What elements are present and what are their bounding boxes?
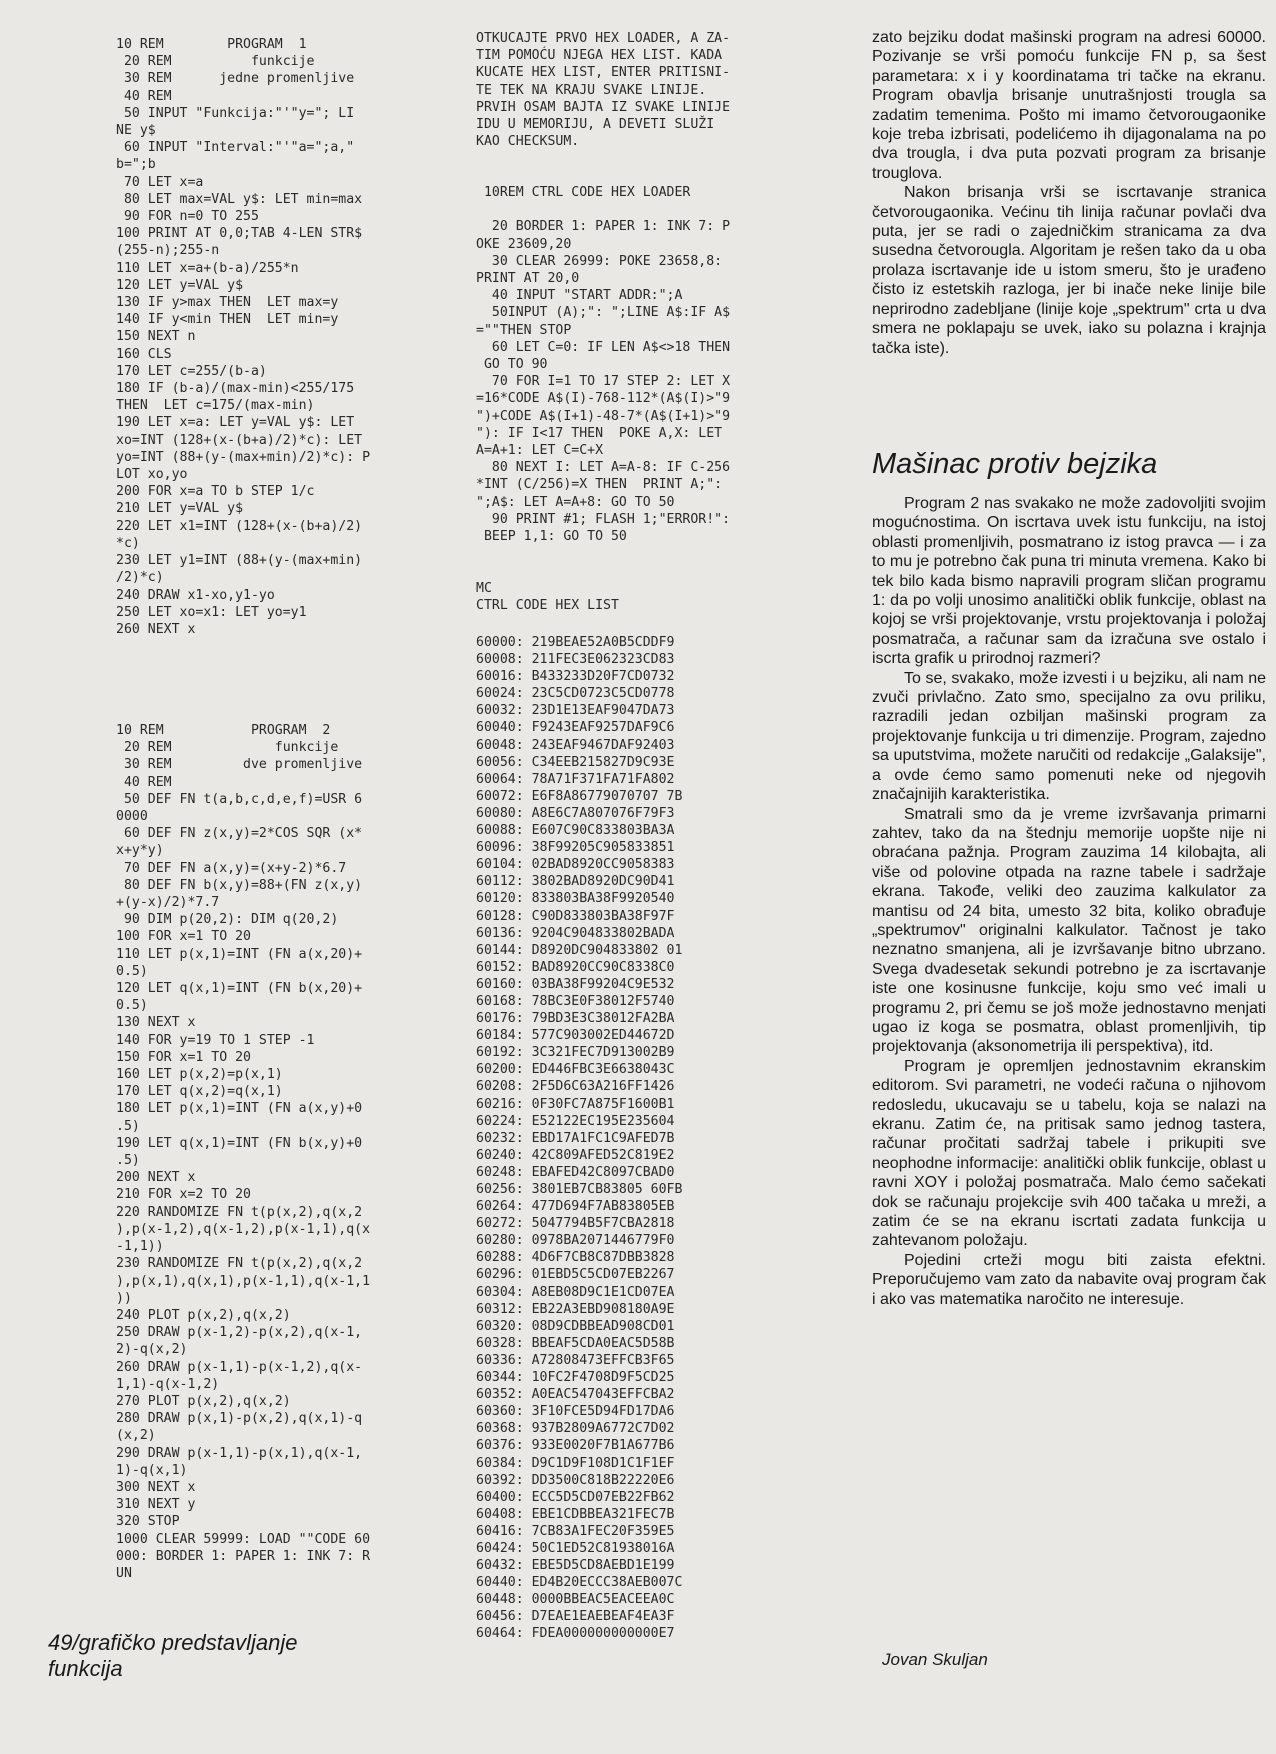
program-2-listing: 10 REM PROGRAM 2 20 REM funkcije 30 REM dve promenljive 40 REM 50 DEF FN t(a,b,c,d,e,f)=USR 6 0000 60 DEF FN z(x,y)=2*COS SQR (x* x+y*y) 70 DEF FN a(x,y)=(x+y-2)*6.7 80 DEF FN b(x,y)=88+(FN z(x,y) +(y-x)/2)*7.7 90 DIM p(20,2): DIM q(20,2) 100 FOR x=1 TO 20 110 LET p(x,1)=INT (FN a(x,20)+ 0.5) 120 LET q(x,1)=INT (FN b(x,20)+ 0.5) 130 NEXT x 140 FOR y=19 TO 1 STEP -1 150 FOR x=1 TO 20 160 LET p(x,2)=p(x,1) 170 LET q(x,2)=q(x,1) 180 LET p(x,1)=INT (FN a(x,y)+0 .5) 190 LET q(x,1)=INT (FN b(x,y)+0 .5) 200 NEXT x 210 FOR x=2 TO 20 220 RANDOMIZE FN t(p(x,2),q(x,2 ),p(x-1,2),q(x-1,2),p(x-1,1),q(x -1,1)) 230 RANDOMIZE FN t(p(x,2),q(x,2 ),p(x,1),q(x,1),p(x-1,1),q(x-1,1 )) 240 PLOT p(x,2),q(x,2) 250 DRAW p(x-1,2)-p(x,2),q(x-1, 2)-q(x,2) 260 DRAW p(x-1,1)-p(x-1,2),q(x- 1,1)-q(x-1,2) 270 PLOT p(x,2),q(x,2) 280 DRAW p(x,1)-p(x,2),q(x,1)-q (x,2) 290 DRAW p(x-1,1)-p(x,1),q(x-1, 1)-q(x,1) 300 NEXT x 310 NEXT y 320 STOP 1000 CLEAR 59999: LOAD ""CODE 60 000: BORDER 1: PAPER 1: INK 7: R UN	[116, 723, 371, 1581]
author-byline: Jovan Skuljan	[882, 1650, 988, 1669]
article-body-bottom	[872, 494, 1266, 1309]
article-body-top	[872, 28, 1266, 358]
intro-paragraph: zato bejziku dodat mašinski program na adresi 60000. Pozivanje se vrši pomoću funkcije FN p, sa šest parametara: x i y koordinatama tri tačke na ekranu. Program obavlja brisanje unutrašnjosti trougla sa zadatim temenima. Pošto mi imamo četvorougaonike koje treba izbrisati, podelićemo ih dijagonalama na po dva trougla, i dva puta pozvati program za brisanje trouglova.	[872, 29, 1266, 182]
section-heading: Mašinac protiv bejzika	[872, 448, 1158, 480]
paragraph: Smatrali smo da je vreme izvršavanja primarni zahtev, tako da na štednju memorije uopšte nije ni obraćana pažnja. Program zauzima 14 kilobajta, ali više od polovine otpada na razne tabele i sadržaje ekrana. Takođe, veliki deo zauzima kalkulator za mantisu od 24 bita, umesto 32 bita, koliko obrađuje „spektrumov" originalni kalkulator. Tačnost je tako neznatno smanjena, ali je izvršavanje bitno ubrzano. Svega dvadesetak sekundi potrebno je za iscrtavanje iste one kosinusne funkcije, koju smo već imali u programu 2, pri čemu se još može jednostavno menjati ugao iz koga se posmatra, oblast promenljivih, tip projektovanja (aksonometrija ili perspektiva), itd.	[872, 805, 1266, 1056]
paragraph: Nakon brisanja vrši se iscrtavanje stranica četvorougaonika. Većinu tih linija računar povlači dva puta, jer se radi o zajedničkim stranicama za dva susedna četvorougla. Algoritam je rešen tako da u oba prolaza iscrtavanje ide u istom smeru, što je urađeno čisto iz estetskih razloga, jer bi inače neke linije bile neprirodno zadebljane (linije koje „spektrum" crta u dva smera ne poklapaju se uvek, iako su polazna i krajnja tačka iste).	[872, 184, 1266, 357]
hex-list-title: MC CTRL CODE HEX LIST	[476, 581, 619, 614]
paragraph: Program 2 nas svakako ne može zadovoljiti svojim mogućnostima. On iscrtava uvek istu funkciju, na istoj oblasti promenljivih, posmatrano iz istog pravca — i za to mu je potrebno čak puna tri minuta vremena. Kako bi tek bilo kada bismo napravili program sličan programu 1: da po volji unosimo analitički oblik funkcije, oblast na kojoj se vrši projektovanje, vrstu projektovanja i položaj posmatrača, a računar sam da izračuna sve ostalo i iscrta grafik u prirodnoj razmeri?	[872, 495, 1266, 668]
paragraph: Pojedini crteži mogu biti zaista efektni. Preporučujemo vam zato da nabavite ovaj program čak i ako vas matematika naročito ne interesuje.	[872, 1251, 1266, 1308]
paragraph: To se, svakako, može izvesti i u bejziku, ali nam ne zvuči privlačno. Zato smo, specijalno za ovu priliku, razradili jedan ozbiljan mašinski program za projektovanje funkcija u tri dimenzije. Program, zajedno sa uputstvima, možete naručiti od redakcije „Galaksije", a ovde ćemo samo pomenuti neke od njegovih značajnijih karakteristika.	[872, 669, 1266, 804]
figure-caption: 49/grafičko predstavljanje funkcija	[48, 1630, 298, 1681]
hex-loader-listing: 10REM CTRL CODE HEX LOADER 20 BORDER 1: PAPER 1: INK 7: P OKE 23609,20 30 CLEAR 26999: POKE 23658,8: PRINT AT 20,0 40 INPUT "START ADDR:";A 50INPUT (A);": ";LINE A$:IF A$ =""THEN STOP 60 LET C=0: IF LEN A$<>18 THEN GO TO 90 70 FOR I=1 TO 17 STEP 2: LET X =16*CODE A$(I)-768-112*(A$(I)>"9 ")+CODE A$(I+1)-48-7*(A$(I+1)>"9 "): IF I<17 THEN POKE A,X: LET A=A+1: LET C=C+X 80 NEXT I: LET A=A-8: IF C-256 *INT (C/256)=X THEN PRINT A;": ";A$: LET A=A+8: GO TO 50 90 PRINT #1; FLASH 1;"ERROR!": BEEP 1,1: GO TO 50	[476, 185, 731, 545]
hex-list: 60000: 219BEAE52A0B5CDDF9 60008: 211FEC3E062323CD83 60016: B433233D20F7CD0732 60024: 23C5CD0723C5CD0778 60032: 23D1E13EAF9047DA73 60040: F9243EAF9257DAF9C6 60048: 243EAF9467DAF92403 60056: C34EEB215827D9C93E 60064: 78A71F371FA71FA802 60072: E6F8A86779070707 7B 60080: A8E6C7A807076F79F3 60088: E607C90C833803BA3A 60096: 38F99205C905833851 60104: 02BAD8920CC9058383 60112: 3802BAD8920DC90D41 60120: 833803BA38F9920540 60128: C90D833803BA38F97F 60136: 9204C904833802BADA 60144: D8920DC904833802 01 60152: BAD8920CC90C8338C0 60160: 03BA38F99204C9E532 60168: 78BC3E0F38012F5740 60176: 79BD3E3C38012FA2BA 60184: 577C903002ED44672D 60192: 3C321FEC7D913002B9 60200: ED446FBC3E6638043C 60208: 2F5D6C63A216FF1426 60216: 0F30FC7A875F1600B1 60224: E52122EC195E235604 60232: EBD17A1FC1C9AFED7B 60240: 42C809AFED52C819E2 60248: EBAFED42C8097CBAD0 60256: 3801EB7CB83805 60FB 60264: 477D694F7AB83805EB 60272: 5047794B5F7CBA2818 60280: 0978BA2071446779F0 60288: 4D6F7CB8C87DBB3828 60296: 01EBD5C5CD07EB2267 60304: A8EB08D9C1E1CD07EA 60312: EB22A3EBD908180A9E 60320: 08D9CDBBEAD908CD01 60328: BBEAF5CDA0EAC5D58B 60336: A72808473EFFCB3F65 60344: 10FC2F4708D9F5CD25 60352: A0EAC547043EFFCBA2 60360: 3F10FCE5D94FD17DA6 60368: 937B2809A6772C7D02 60376: 933E0020F7B1A677B6 60384: D9C1D9F108D1C1F1EF 60392: DD3500C818B22220E6 60400: ECC5D5CD07EB22FB62 60408: EBE1CDBBEA321FEC7B 60416: 7CB83A1FEC20F359E5 60424: 50C1ED52C81938016A 60432: EBE5D5CD8AEBD1E199 60440: ED4B20ECCC38AEB007C 60448: 0000BBEAC5EACEEA0C 60456: D7EAE1EAEBEAF4EA3F 60464: FDEA000000000000E7	[476, 635, 683, 1642]
paragraph: Program je opremljen jednostavnim ekranskim editorom. Svi parametri, ne vodeći računa o njihovom redosledu, ukucavaju se u tabelu, koja se nalazi na ekranu. Zatim će, na pritisak samo jednog tastera, računar pročitati sadržaj tabele i prikupiti sve neophodne informacije: analitički oblik funkcije, oblast u ravni XOY i položaj posmatrača. Malo ćemo sačekati dok se računaju projekcije svih 400 tačaka u mreži, a zatim će se na ekranu iscrtati zadata funkcija u zahtevanom položaju.	[872, 1057, 1266, 1250]
program-1-listing: 10 REM PROGRAM 1 20 REM funkcije 30 REM jedne promenljive 40 REM 50 INPUT "Funkcija:"'"y="; LI NE y$ 60 INPUT "Interval:"'"a=";a," b=";b 70 LET x=a 80 LET max=VAL y$: LET min=max 90 FOR n=0 TO 255 100 PRINT AT 0,0;TAB 4-LEN STR$ (255-n);255-n 110 LET x=a+(b-a)/255*n 120 LET y=VAL y$ 130 IF y>max THEN LET max=y 140 IF y<min THEN LET min=y 150 NEXT n 160 CLS 170 LET c=255/(b-a) 180 IF (b-a)/(max-min)<255/175 THEN LET c=175/(max-min) 190 LET x=a: LET y=VAL y$: LET xo=INT (128+(x-(b+a)/2)*c): LET yo=INT (88+(y-(max+min)/2)*c): P LOT xo,yo 200 FOR x=a TO b STEP 1/c 210 LET y=VAL y$ 220 LET x1=INT (128+(x-(b+a)/2) *c) 230 LET y1=INT (88+(y-(max+min) /2)*c) 240 DRAW x1-xo,y1-yo 250 LET xo=x1: LET yo=y1 260 NEXT x	[116, 37, 371, 637]
hex-instructions: OTKUCAJTE PRVO HEX LOADER, A ZA- TIM POMOĆU NJEGA HEX LIST. KADA KUCATE HEX LIST, ENTER PRITISNI- TE TEK NA KRAJU SVAKE LINIJE. PRVIH OSAM BAJTA IZ SVAKE LINIJE IDU U MEMORIJU, A DEVETI SLUŽI KAO CHECKSUM.	[476, 31, 731, 150]
